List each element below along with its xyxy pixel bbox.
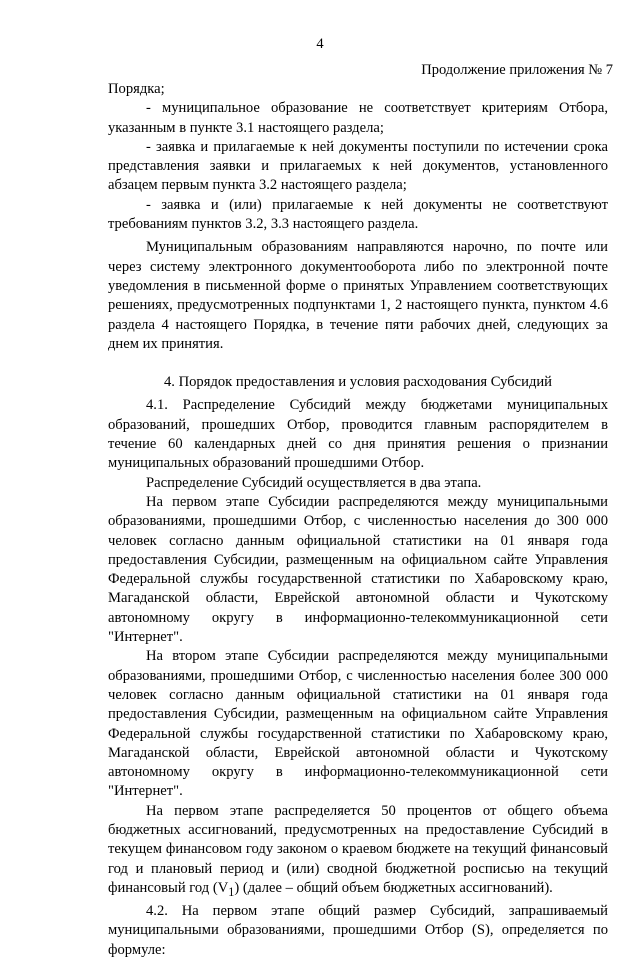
section-heading: 4. Порядок предоставления и условия расходования Субсидий: [164, 374, 552, 391]
list-item: - муниципальное образование не соответствует критериям Отбора, указанным в пункте 3.1 настоящего раздела;: [108, 100, 608, 136]
paragraph-text: На первом этапе распределяется 50 процентов от общего объема бюджетных ассигнований, предусмотренных на предоставление Субсидий в текущем финансовом году законом о краевом бюджете на текущий финансовый год и плановый период и (или) сводной бюджетной росписью на текущий финансовый год (V: [108, 802, 608, 896]
appendix-continuation-label: Продолжение приложения № 7: [421, 62, 613, 78]
paragraph: 4.2. На первом этапе общий размер Субсидий, запрашиваемый муниципальными образованиями, прошедшими Отбор (S), определяется по формуле:: [108, 903, 608, 958]
paragraph: На втором этапе Субсидии распределяются между муниципальными образованиями, прошедшими Отбор, с численностью населения более 300 000 человек согласно данным официальной статистики на 01 января года предоставления Субсидии, размещенным на официальном сайте Управления Федеральной службы государственной статистики по Хабаровскому краю, Магаданской области, Еврейской автономной области и Чукотскому автономному округу в информационно-телекоммуникационной сети "Интернет".: [108, 648, 608, 800]
list-item: - заявка и (или) прилагаемые к ней документы не соответствуют требованиям пунктов 3.2, 3.3 настоящего раздела.: [108, 196, 608, 233]
paragraph: Распределение Субсидий осуществляется в два этапа.: [146, 474, 482, 491]
paragraph: Порядка;: [108, 81, 165, 97]
paragraph-text: ) (далее – общий объем бюджетных ассигнований).: [234, 879, 553, 896]
paragraph: 4.1. Распределение Субсидий между бюджетами муниципальных образований, прошедших Отбор, проводится главным распорядителем в течение 60 календарных дней со дня принятия решения о признании муниципальных образований прошедшими Отбор.: [108, 397, 608, 472]
list-item: - заявка и прилагаемые к ней документы поступили по истечении срока представления заявки и прилагаемых к ней документов, установленного абзацем первым пункта 3.2 настоящего раздела;: [108, 138, 608, 194]
page-number: 4: [316, 36, 324, 52]
subscript: 1: [228, 884, 235, 899]
paragraph: Муниципальным образованиям направляются нарочно, по почте или через систему электронного документооборота либо по электронной почте уведомления в письменной форме о принятых Управлением соответствующих решениях, предусмотренных подпунктами 1, 2 настоящего пункта, пунктом 4.6 раздела 4 настоящего Порядка, в течение пяти рабочих дней, следующих за днем их принятия.: [108, 239, 608, 352]
paragraph: [108, 802, 608, 902]
document-body: [108, 80, 608, 960]
paragraph: На первом этапе Субсидии распределяются между муниципальными образованиями, прошедшими Отбор, с численностью населения до 300 000 человек согласно данным официальной статистики на 01 января года предоставления Субсидии, размещенным на официальном сайте Управления Федеральной службы государственной статистики по Хабаровскому краю, Магаданской области, Еврейской автономной области и Чукотскому автономному округу в информационно-телекоммуникационной сети "Интернет".: [108, 493, 608, 646]
